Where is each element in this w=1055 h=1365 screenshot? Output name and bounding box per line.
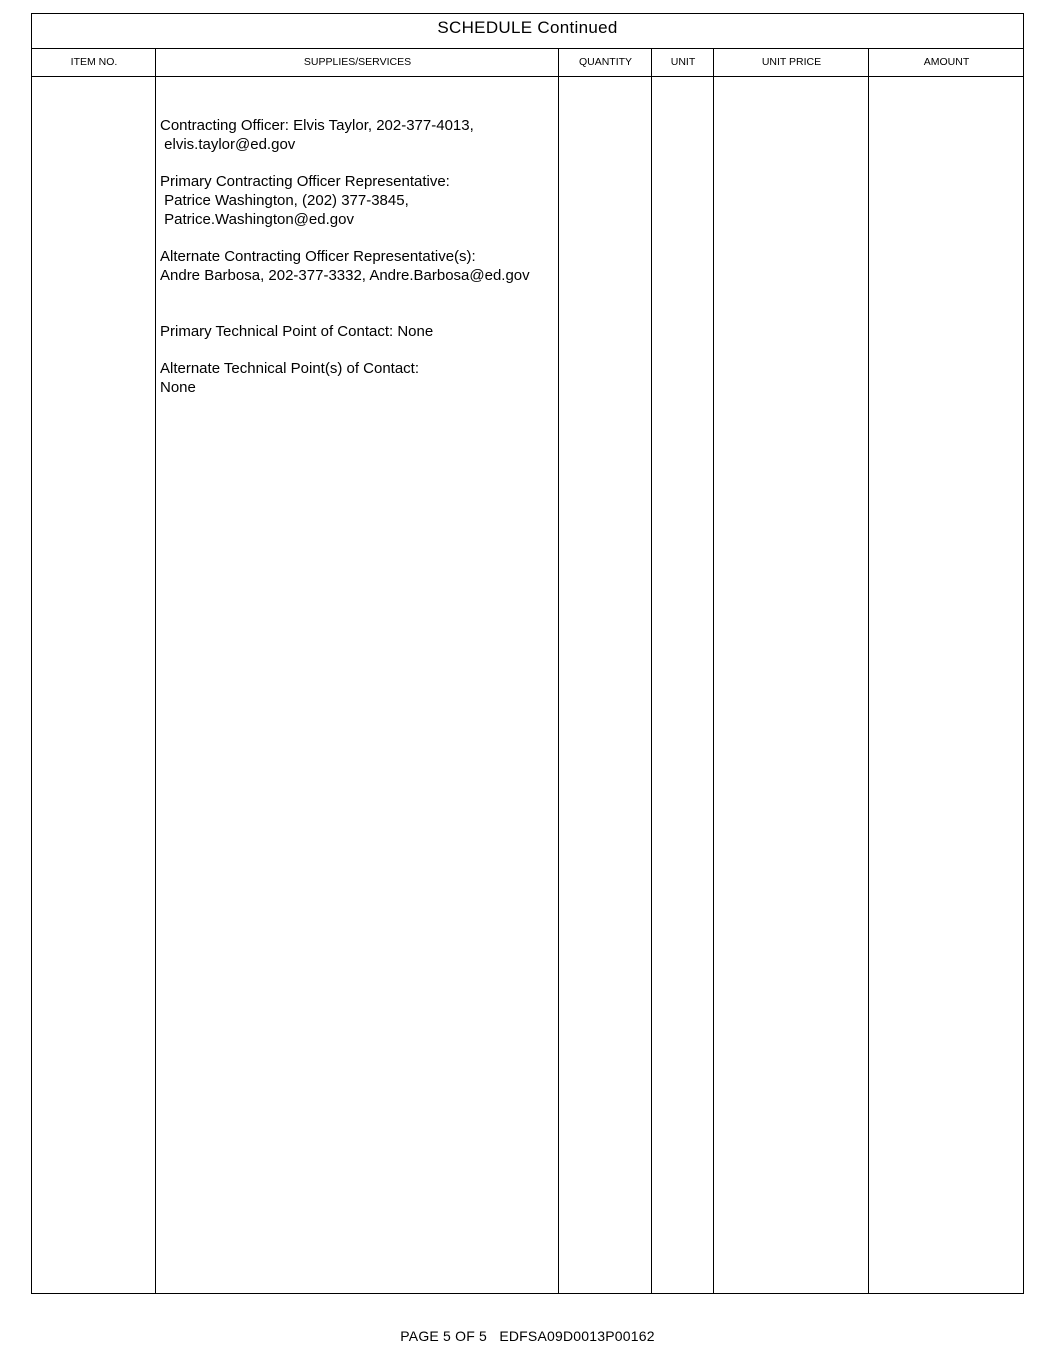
alternate-cor-contact: Andre Barbosa, 202-377-3332, Andre.Barbosa@ed.gov	[160, 266, 530, 284]
alternate-technical-poc-heading: Alternate Technical Point(s) of Contact:	[160, 360, 420, 378]
column-divider	[651, 49, 652, 1293]
primary-cor-block	[160, 173, 530, 229]
schedule-table	[31, 13, 1024, 1294]
alternate-technical-poc-value: None	[160, 378, 196, 396]
column-header-row	[32, 49, 1023, 77]
contracting-officer-email: elvis.taylor@ed.gov	[160, 135, 296, 153]
page-number: PAGE 5 OF 5	[400, 1328, 488, 1344]
col-header-unit-price: UNIT PRICE	[761, 56, 822, 68]
col-header-item-no: ITEM NO.	[70, 56, 118, 68]
contracting-officer-line: Contracting Officer: Elvis Taylor, 202-377-4013,	[160, 117, 474, 134]
document-number: EDFSA09D0013P00162	[499, 1328, 655, 1344]
col-header-supplies-services: SUPPLIES/SERVICES	[303, 56, 412, 68]
primary-technical-poc: Primary Technical Point of Contact: None	[160, 322, 434, 340]
col-header-amount: AMOUNT	[923, 56, 970, 68]
contracting-officer-block	[160, 117, 530, 154]
column-divider	[713, 49, 714, 1293]
col-header-unit: UNIT	[670, 56, 696, 68]
supplies-services-content	[160, 117, 530, 416]
column-divider	[868, 49, 869, 1293]
column-divider	[558, 49, 559, 1293]
primary-cor-heading: Primary Contracting Officer Representative:	[160, 173, 450, 191]
col-header-quantity: QUANTITY	[578, 56, 633, 68]
alternate-technical-poc-block	[160, 360, 530, 397]
alternate-cor-heading: Alternate Contracting Officer Representative(s):	[160, 247, 476, 265]
alternate-cor-block	[160, 248, 530, 285]
primary-cor-name-phone: Patrice Washington, (202) 377-3845,	[160, 191, 409, 209]
primary-cor-email: Patrice.Washington@ed.gov	[160, 210, 354, 228]
page-footer	[0, 1328, 1055, 1344]
schedule-title: SCHEDULE Continued	[32, 14, 1023, 49]
column-divider	[155, 49, 156, 1293]
primary-technical-poc-block	[160, 323, 530, 342]
